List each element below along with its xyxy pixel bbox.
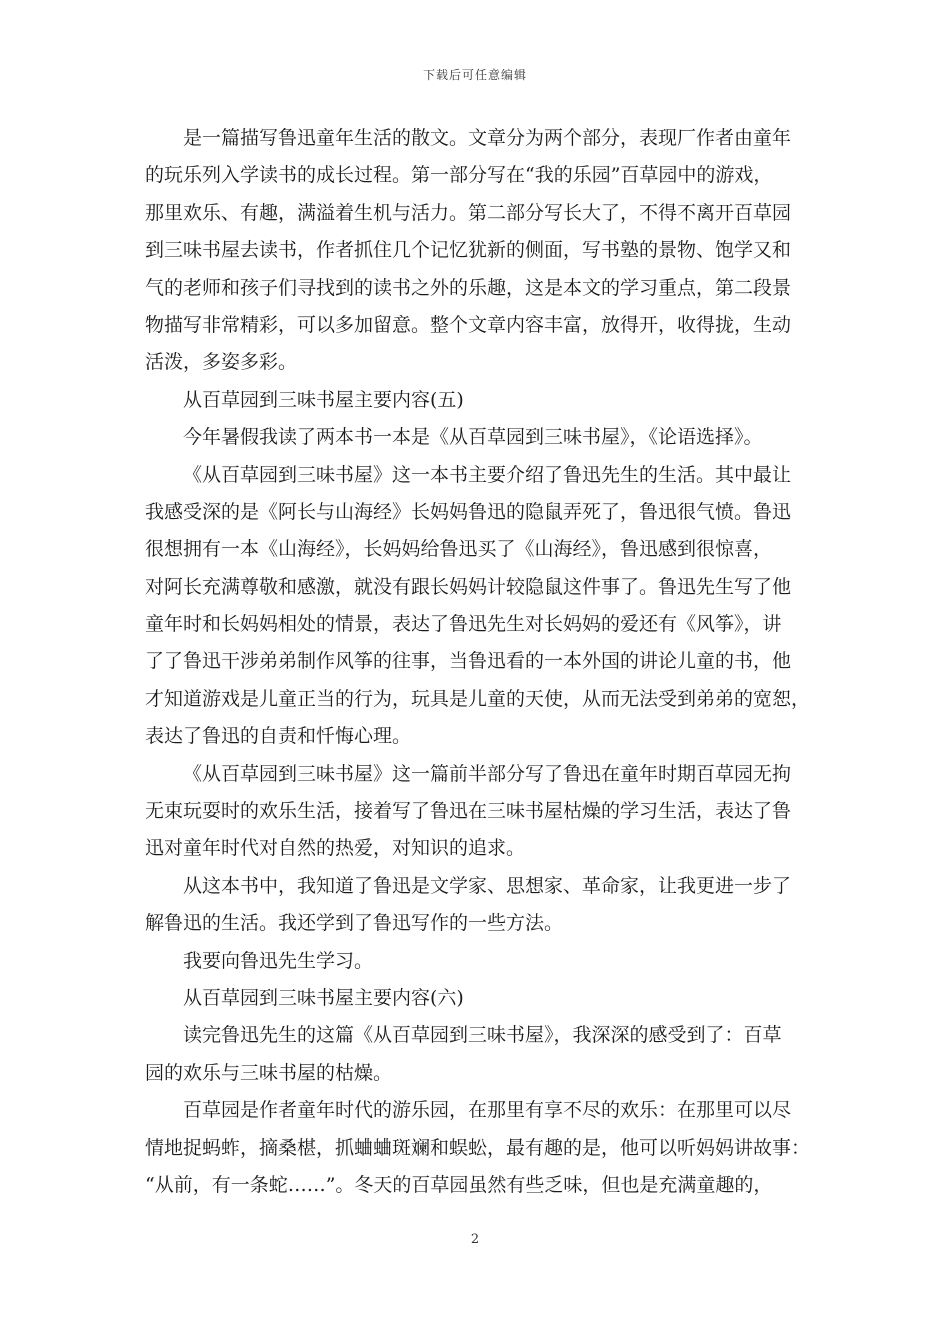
text-line: 我感受深的是《阿长与山海经》长妈妈鲁迅的隐鼠弄死了，鲁迅很气愤。鲁迅 bbox=[145, 500, 792, 523]
text-line: 百草园是作者童年时代的游乐园，在那里有享不尽的欢乐：在那里可以尽 bbox=[183, 1099, 792, 1122]
text-line: 了了鲁迅干涉弟弟制作风筝的往事，当鲁迅看的一本外国的讲论儿童的书，他 bbox=[145, 650, 792, 673]
text-line: 气的老师和孩子们寻找到的读书之外的乐趣，这是本文的学习重点，第二段景 bbox=[145, 276, 792, 299]
text-line: 那里欢乐、有趣，满溢着生机与活力。第二部分写长大了，不得不离开百草园 bbox=[145, 201, 792, 224]
text-line: 物描写非常精彩，可以多加留意。整个文章内容丰富，放得开，收得拢，生动 bbox=[145, 313, 792, 336]
text-line: 我要向鲁迅先生学习。 bbox=[183, 949, 374, 972]
text-line: 从这本书中，我知道了鲁迅是文学家、思想家、革命家，让我更进一步了 bbox=[183, 874, 792, 897]
text-line: 从百草园到三味书屋主要内容(五) bbox=[183, 388, 464, 411]
text-line: 从百草园到三味书屋主要内容(六) bbox=[183, 986, 464, 1009]
page-header: 下载后可任意编辑 bbox=[422, 68, 527, 82]
text-line: 对阿长充满尊敬和感激，就没有跟长妈妈计较隐鼠这件事了。鲁迅先生写了他 bbox=[145, 575, 792, 598]
text-line: 园的欢乐与三味书屋的枯燥。 bbox=[145, 1061, 393, 1084]
text-line: “从前，有一条蛇……”。冬天的百草园虽然有些乏味，但也是充满童趣的， bbox=[145, 1173, 773, 1196]
text-line: 无束玩耍时的欢乐生活，接着写了鲁迅在三味书屋枯燥的学习生活，表达了鲁 bbox=[145, 800, 792, 823]
document-body bbox=[145, 120, 810, 1204]
text-line: 是一篇描写鲁迅童年生活的散文。文章分为两个部分，表现厂作者由童年 bbox=[183, 127, 792, 149]
text-line: 很想拥有一本《山海经》，长妈妈给鲁迅买了《山海经》，鲁迅感到很惊喜， bbox=[145, 538, 773, 561]
text-line: 读完鲁迅先生的这篇《从百草园到三味书屋》，我深深的感受到了：百草 bbox=[183, 1024, 782, 1047]
text-line: 解鲁迅的生活。我还学到了鲁迅写作的一些方法。 bbox=[145, 912, 564, 935]
text-line: 迅对童年时代对自然的热爱，对知识的追求。 bbox=[145, 837, 526, 860]
text-line: 到三味书屋去读书，作者抓住几个记忆犹新的侧面，写书塾的景物、饱学又和 bbox=[145, 239, 792, 262]
text-line: 的玩乐列入学读书的成长过程。第一部分写在“我的乐园”百草园中的游戏， bbox=[145, 164, 773, 187]
text-line: 情地捉蚂蚱，摘桑椹，抓蛐蛐斑斓和蜈蚣，最有趣的是，他可以听妈妈讲故事： bbox=[145, 1136, 810, 1159]
text-line: 《从百草园到三味书屋》这一本书主要介绍了鲁迅先生的生活。其中最让 bbox=[183, 463, 792, 486]
text-line: 童年时和长妈妈相处的情景，表达了鲁迅先生对长妈妈的爱还有《风筝》，讲 bbox=[145, 613, 782, 636]
page-number: 2 bbox=[470, 1232, 480, 1247]
text-line: 《从百草园到三味书屋》这一篇前半部分写了鲁迅在童年时期百草园无拘 bbox=[183, 762, 792, 785]
text-line: 才知道游戏是儿童正当的行为，玩具是儿童的天使，从而无法受到弟弟的宽恕， bbox=[145, 687, 810, 710]
text-line: 表达了鲁迅的自责和忏悔心理。 bbox=[145, 725, 412, 748]
text-line: 今年暑假我读了两本书一本是《从百草园到三味书屋》，《论语选择》。 bbox=[183, 426, 763, 449]
text-line: 活泼，多姿多彩。 bbox=[145, 351, 298, 374]
